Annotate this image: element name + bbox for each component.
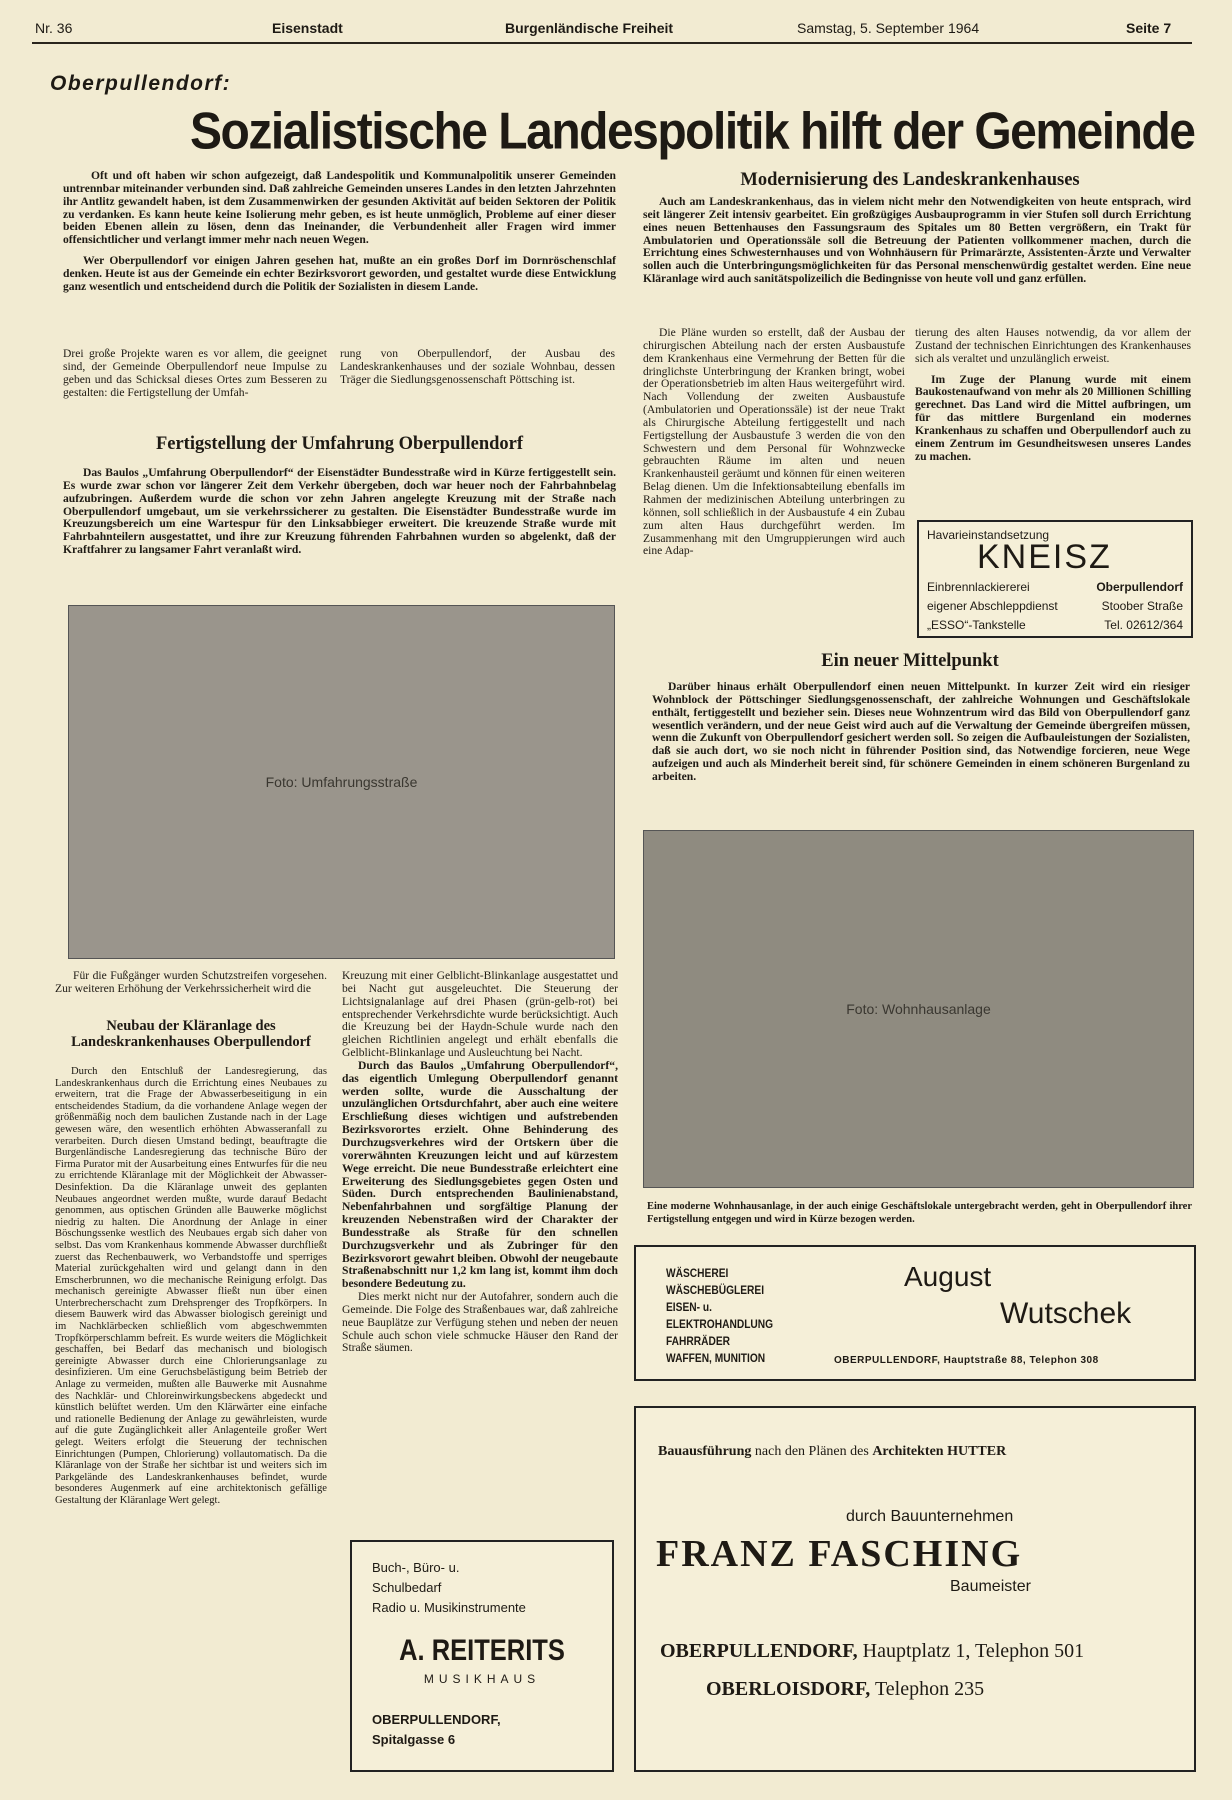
intro-column-b: rung von Oberpullendorf, der Ausbau des Landeskrankenhauses und der soziale Wohnbau, dessen Träger die Siedlungsgenossenschaft Pöttsching ist. [340,347,615,386]
reiterits-sub: MUSIKHAUS [423,1672,541,1686]
issue-number: Nr. 36 [35,20,73,36]
fasching-role: Baumeister [950,1578,1031,1595]
kneisz-phone: Tel. 02612/364 [1104,618,1183,632]
lead-paragraph: Oft und oft haben wir schon aufgezeigt, daß Landespolitik und Kommunalpolitik unserer Gemeinden untrennbar miteinander verbunden sind. Daß zahlreiche Gemeinden unseres Landes in den letzten Jahrzehnten ihr Antlitz gewandelt haben, ist dem Zusammenwirken der gesunden Aktivität auf beiden Sektoren der Politik zu verdanken. Es kann heute keine Isolierung mehr geben, es ist heute unmöglich, Probleme auf einer dieser beiden Ebenen allein zu lösen, denn das Ineinander, die Verbundenheit aller Fragen wird immer offensichtlicher und verlangt immer mehr nach neuen Wegen. [63,169,616,247]
wutschek-item-6: WAFFEN, MUNITION [666,1351,766,1365]
column2-end-text: Dies merkt nicht nur der Autofahrer, sondern auch die Gemeinde. Die Folge des Straßenbaues war, daß zahlreiche neue Bauplätze zur Verfügung stehen und neben der neuen Schule auch schon viele schmucke Häuser den Rand der Straße säumen. [342,1290,618,1355]
kneisz-line3: „ESSO“-Tankstelle [927,618,1026,632]
section-heading-umfahrung: Fertigstellung der Umfahrung Oberpullendorf [155,434,524,454]
krankenhaus-column-b-bold: Im Zuge der Planung wurde mit einem Baukostenaufwand von mehr als 20 Millionen Schilling gerechnet. Das Land wird die Mittel aufbringen, um für das mittlere Burgenland ein modernes Krankenhaus zu schaffen und Oberpullendorf auch zu einem Zentrum im Gesundheitswesen unseres Landes zu machen. [915,372,1191,463]
issue-date: Samstag, 5. September 1964 [797,20,980,36]
wutschek-item-2: WÄSCHEBÜGLEREI [666,1283,765,1297]
ad-wutschek [634,1245,1196,1381]
reiterits-line2: Schulbedarf [372,1580,442,1595]
fasching-addr2-city: OBERLOISDORF, [706,1678,871,1700]
fasching-line1c: Architekten HUTTER [872,1444,1007,1459]
section-heading-klaeranlage: Neubau der Kläranlage des Landeskrankenhauses Oberpullendorf [71,1018,311,1050]
page-number: Seite 7 [1126,20,1172,36]
road-photo-label: Foto: Umfahrungsstraße [265,774,418,790]
intro-column-a: Drei große Projekte waren es vor allem, die geeignet sind, der Gemeinde Oberpullendorf neue Impulse zu geben und das Schicksal dieses Ortes zum Besseren zu gestalten: die Fertigstellung der Umfah- [63,347,327,399]
section-umfahrung-text: Das Baulos „Umfahrung Oberpullendorf“ der Eisenstädter Bundesstraße wird in Kürze fertiggestellt sein. Es wurde zwar schon vor längerer Zeit dem Verkehr übergeben, doch war heuer noch der Fahrbahnbelag aufzubringen. Außerdem wurde die schon vor zehn Jahren angelegte Kreuzung mit der Straße nach Oberpullendorf umgebaut, um sie verkehrssicherer zu gestalten. Die Eisenstädter Bundesstraße wurde im Kreuzungsbereich um eine Wartespur für den Linksabbieger erweitert. Die kreuzende Straße wurde mit Fahrbahnteilern ausgestattet, und ihre zur Kreuzung führenden Fahrbahnen wurden so abgelenkt, daß der Kraftfahrer zu langsamer Fahrt veranlaßt wird. [63,466,616,557]
lead-paragraph-2: Wer Oberpullendorf vor einigen Jahren gesehen hat, mußte an ein großes Dorf im Dornröschenschlaf denken. Heute ist aus der Gemeinde ein echter Bezirksvorort geworden, und gestaltet wurde diese Entwicklung ganz wesentlich und entscheidend durch die Politik der Sozialisten in diesem Lande. [63,254,616,293]
kicker: Oberpullendorf: [50,72,232,95]
paper-name: Burgenländische Freiheit [505,20,674,36]
kneisz-city: Oberpullendorf [1096,580,1183,594]
ad-reiterits [350,1540,614,1772]
reiterits-city: OBERPULLENDORF, [372,1712,501,1727]
krankenhaus-column-a: Die Pläne wurden so erstellt, daß der Ausbau der chirurgischen Abteilung nach der ersten Ausbaustufe dem Krankenhaus eine Vermehrung der Betten für die dringlichste Unterbringung der Kranken bringt, wobei der Operationsbetrieb im alten Haus weitergeführt wird. Nach Vollendung der zweiten Ausbaustufe (Ambulatorien und Operationssäle) ist der neue Trakt als Chirurgische Abteilung fertiggestellt und nach Fertigstellung der Ausbaustufe 3 werden die von den Schwestern und dem Personal für Wohnzwecke gebrauchten Räume im alten und neuen Krankenhausteil geräumt und können für einen weiteren Belag dienen. Um die Infektionsabteilung ebenfalls im Rahmen der medizinischen Abteilung unterbringen zu können, soll schließlich in der Ausbaustufe 4 ein Zubau zum alten Haus durchgeführt werden. Im Zusammenhang mit den Umgruppierungen wird auch eine Adap- [643,326,905,558]
ad-kneisz [917,520,1193,638]
road-photo [68,605,615,959]
fasching-line1a: Bauausführung [658,1444,752,1459]
wutschek-lastname: Wutschek [1000,1297,1132,1330]
reiterits-line1: Buch-, Büro- u. [372,1560,460,1575]
kneisz-street: Stoober Straße [1101,599,1183,613]
fasching-addr1-city: OBERPULLENDORF, [660,1640,858,1662]
ad-fasching [634,1406,1196,1772]
kneisz-line2: eigener Abschleppdienst [927,599,1058,613]
reiterits-line3: Radio u. Musikinstrumente [372,1600,526,1615]
section-heading-mittelpunkt: Ein neuer Mittelpunkt [821,651,999,671]
wutschek-item-5: FAHRRÄDER [666,1334,731,1348]
section-name: Eisenstadt [272,20,343,36]
wutschek-item-3: EISEN- u. [666,1300,712,1314]
section-heading-krankenhaus: Modernisierung des Landeskrankenhauses [740,170,1080,190]
kneisz-top: Havarieinstandsetzung [927,528,1050,542]
section-krankenhaus-lead: Auch am Landeskrankenhaus, das in vielem nicht mehr den Notwendigkeiten von heute entsprach, wird seit längerer Zeit intensiv gearbeitet. Ein großzügiges Ausbauprogramm in vier Stufen soll durch Errichtung eines neuen Bettenhauses den Fassungsraum des Spitales um 80 Betten vergrößern, ein Trakt für Ambulatorien und Operationssäle soll die Betreuung der Patienten vollkommener machen, durch die Errichtung eines Schwesternhauses und von Wohnhäusern für Primarärzte, Assistenten-Ärzte und Verwalter sollen auch die Unterbringungsmöglichkeiten für das Personal menschenwürdig gestaltet werden. Eine neue Kläranlage wird auch sanitätspolizeilich die Bedingnisse von heute voll und ganz erfüllen. [643,195,1191,286]
section-mittelpunkt-text: Darüber hinaus erhält Oberpullendorf einen neuen Mittelpunkt. In kurzer Zeit wird ein riesiger Wohnblock der Pöttschinger Siedlungsgenossenschaft, der zahlreiche Wohnungen und Geschäftslokale enthält, fertiggestellt und bezieher sein. Dieses neue Wohnzentrum wird das Bild von Oberpullendorf ganz wesentlich verändern, und der neue Geist wird auch auf die Verwaltung der Gemeinde übergreifen müssen, wenn die Zukunft von Oberpullendorf gesichert werden soll. So zeigen die Aufbauleistungen der Sozialisten, daß sie auch dort, wo sie noch nicht in führender Position sind, das Notwendige forcieren, neue Wege aufzeigen und auch als Minderheit bereit sind, für schönere Gemeinden in einem schöneren Burgenland zu arbeiten. [652,680,1190,783]
kneisz-name: KNEISZ [977,538,1112,576]
krankenhaus-column-b: tierung des alten Hauses notwendig, da vor allem der Zustand der technischen Einrichtungen des Krankenhauses sich als veraltet und unzulänglich erweist. [915,326,1191,365]
wutschek-firstname: August [904,1261,992,1292]
wutschek-item-1: WÄSCHEREI [666,1266,729,1280]
column2-bold-text: Durch das Baulos „Umfahrung Oberpullendorf“, das eigentlich Umlegung Oberpullendorf genannt werden sollte, wurde die Ausschaltung der unzulänglichen Ortsdurchfahrt, aber auch eine weitere Erschließung dieses wichtigen und aufstrebenden Bezirksvorortes erzielt. Ohne Behinderung des Durchzugsverkehres wird der Ortskern über die vorerwähnten Kreuzungen leicht und auf kürzestem Wege erreicht. Die neue Bundesstraße erleichtert eine Erweiterung des Siedlungsgebietes gegen Osten und Süden. Durch entsprechenden Baulinienabstand, Nebenfahrbahnen und sorgfältige Planung der kreuzenden Nebenstraßen wird der Charakter der Bundesstraße als Straße für den schnellen Durchzugsverkehr und als Zubringer für den Bezirksvorort gewahrt bleiben. Obwohl der neugebaute Straßenabschnitt nur 1,2 km lang ist, kommt ihm doch besondere Bedeutung zu. [342,1058,618,1291]
header-rule [32,42,1192,44]
fasching-line1b: nach den Plänen des [754,1444,869,1459]
headline: Sozialistische Landespolitik hilft der Gemeinde [190,103,1195,161]
fasching-name: FRANZ FASCHING [656,1533,1023,1575]
wutschek-item-4: ELEKTROHANDLUNG [666,1317,774,1331]
reiterits-name: A. REITERITS [399,1634,565,1667]
kneisz-line1: Einbrennlackiererei [927,580,1030,594]
reiterits-street: Spitalgasse 6 [372,1732,456,1747]
building-photo [643,830,1194,1188]
building-photo-label: Foto: Wohnhausanlage [846,1001,991,1017]
fasching-addr1-rest: Hauptplatz 1, Telephon 501 [862,1640,1085,1662]
building-photo-caption: Eine moderne Wohnhausanlage, in der auch einige Geschäftslokale untergebracht werden, geht in Oberpullendorf ihrer Fertigstellung entgegen und wird in Kürze bezogen werden. [647,1201,1192,1225]
section-klaeranlage-text: Durch den Entschluß der Landesregierung, das Landeskrankenhaus durch die Errichtung eines Neubaues zu erweitern, trat die Frage der Abwasserbeseitigung in ein entscheidendes Stadium, da die vorhandene Anlage wegen der größenmäßig noch dem baulichen Zustande nach in der Lage gewesen wäre, den wesentlich erhöhten Abwasseranfall zu verarbeiten. Durch diesen Umstand bedingt, beauftragte die Burgenländische Landesregierung das technische Büro der Firma Purator mit der Ausarbeitung eines Entwurfes für die neu zu errichtende Kläranlage mit der Möglichkeit der Abwasser-Desinfektion. Da die Kläranlage unweit des geplanten Neubaues angeordnet werden mußte, wurde darauf Bedacht genommen, aus optischen Gründen alle Bauwerke möglichst niedrig zu halten. Die Anordnung der Anlage in einer Böschungssenke westlich des Neubaues ergab sich daher von selbst. Das vom Krankenhaus kommende Abwasser durchfließt zuerst das Rechenbauwerk, wo Verbandstoffe und sperriges Material zurückgehalten wird und gelangt dann in den Emscherbrunnen, wo die mechanische Reinigung erfolgt. Das mechanisch gereinigte Abwasser fließt nun über einen Unterbrecherschacht zum Drehsprenger des Tropfkörpers. In diesem Bauwerk wird das Abwasser biologisch gereinigt und im Nachklärbecken schließlich vom abgeschwemmten Tropfkörperschlamm befreit. Es wurde weiters die Möglichkeit geschaffen, bei Bedarf das mechanisch und biologisch gereinigte Abwasser durch eine Chlorierungsanlage zu desinfizieren. Um eine Geruchsbelästigung beim Betrieb der Anlage zu vermeiden, mußten alle Bauwerke mit Ausnahme des Nachklär- und Chloreinwirkungsbeckens abgedeckt und künstlich belüftet werden. Um den Klärwärter eine einfache und rationelle Bedienung der Anlage zu gewährleisten, wurde auf die gute Zugänglichkeit aller Anlagenteile großer Wert gelegt. Weiters erfolgt die Steuerung der technischen Einrichtungen (Pumpen, Chlorierung) vollautomatisch. Da die Kläranlage von der Straße her sichtbar ist und weiters sich im Parkgelände des Landeskrankenhauses befindet, wurde besonderes Augenmerk auf eine architektonisch gefällige Gestaltung der Kläranlage Wert gelegt. [55,1066,327,1506]
column2-intro-text: Kreuzung mit einer Gelblicht-Blinkanlage ausgestattet und bei Nacht gut ausgeleuchtet. Die Steuerung der Lichtsignalanlage auf drei Phasen (grün-gelb-rot) bei entsprechender Verkehrsdichte wurde berücksichtigt. Auch die Kreuzung bei der Haydn-Schule wurde nach den gleichen Richtlinien angelegt und erhält ebenfalls die Gelblicht-Blinkanlage und Ausleuchtung bei Nacht. [342,969,618,1060]
column1-top-text: Für die Fußgänger wurden Schutzstreifen vorgesehen. Zur weiteren Erhöhung der Verkehrssicherheit wird die [55,969,327,995]
fasching-addr2-rest: Telephon 235 [874,1678,985,1700]
fasching-line2: durch Bauunternehmen [846,1508,1014,1525]
wutschek-address: OBERPULLENDORF, Hauptstraße 88, Telephon 308 [834,1355,1099,1366]
